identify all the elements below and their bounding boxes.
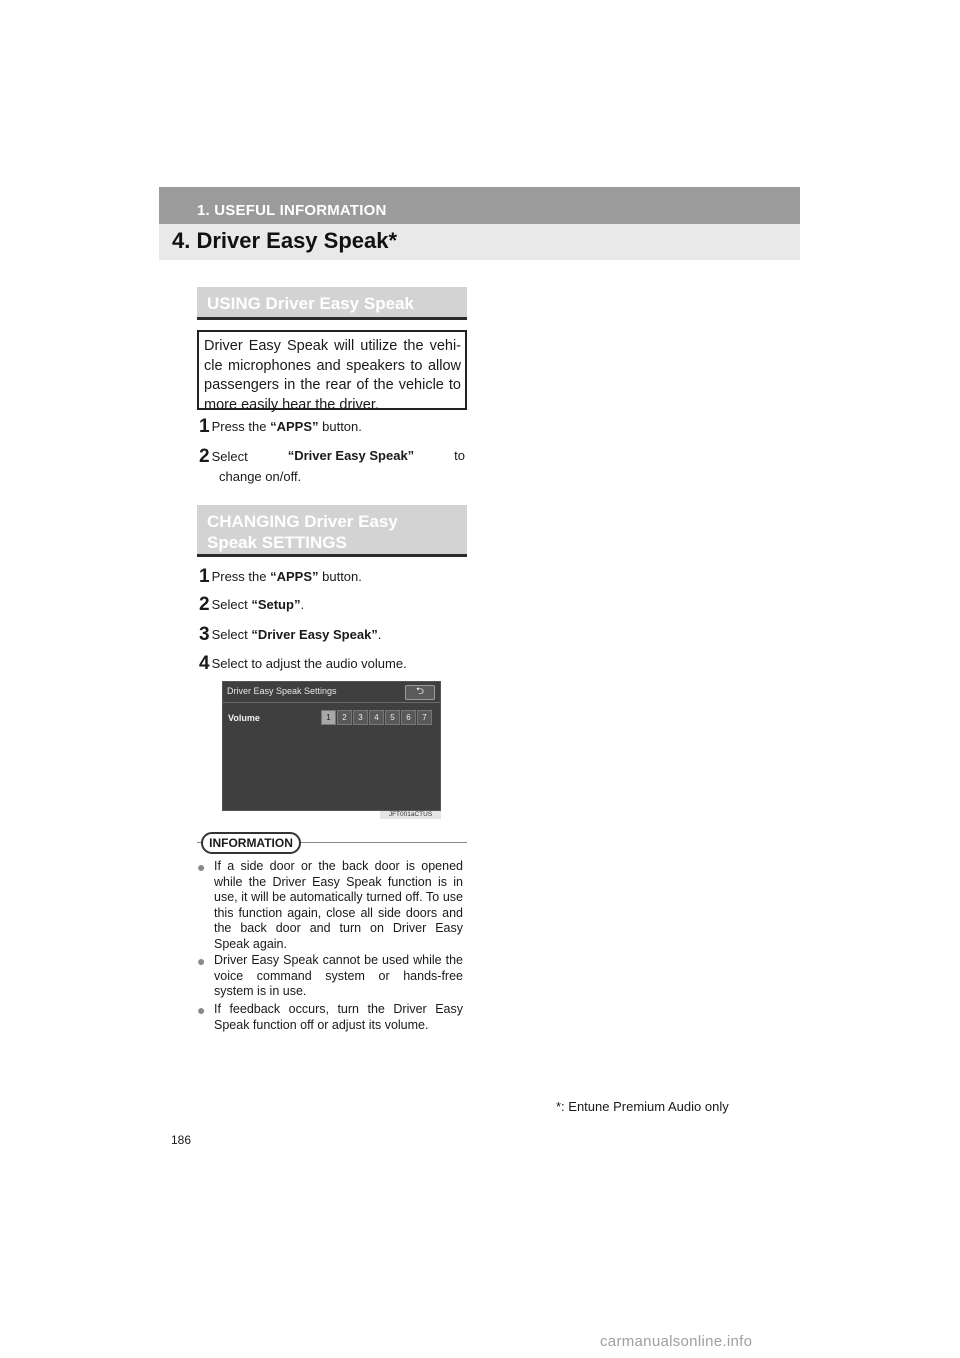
page-title: 4. Driver Easy Speak* <box>172 228 398 253</box>
step-number: 4 <box>199 653 210 674</box>
volume-level-button: 5 <box>385 710 400 725</box>
step-item: 4 Select to adjust the audio volume. <box>199 653 407 674</box>
bullet-icon: ● <box>197 953 206 969</box>
section-label: 1. USEFUL INFORMATION <box>197 202 387 219</box>
screen-divider <box>223 702 440 703</box>
info-item: ● If feedback occurs, turn the Driver Easy Speak function off or adjust its volume. <box>197 1002 463 1032</box>
step-item: 2 Select “Setup”. <box>199 594 305 615</box>
bullet-icon: ● <box>197 1002 206 1018</box>
info-item: ● Driver Easy Speak cannot be used while the voice command system or hands-free system is in use. <box>197 953 463 998</box>
information-badge: INFORMATION <box>201 832 301 854</box>
step-number: 1 <box>199 416 210 437</box>
volume-level-button: 4 <box>369 710 384 725</box>
settings-screen-image <box>222 681 441 811</box>
volume-level-button: 7 <box>417 710 432 725</box>
intro-text: Driver Easy Speak will utilize the vehi-cle microphones and speakers to allow passengers in the rear of the vehicle to more easily hear the driver. <box>197 330 467 410</box>
step-item: 2 Select “Driver Easy Speak” to change on/off. <box>199 446 465 487</box>
step-item: 3 Select “Driver Easy Speak”. <box>199 624 382 645</box>
step-number: 1 <box>199 566 210 587</box>
page-number: 186 <box>171 1133 192 1147</box>
step-number: 2 <box>199 594 210 615</box>
footnote: *: Entune Premium Audio only <box>556 1099 729 1114</box>
volume-level-button: 2 <box>337 710 352 725</box>
volume-level-button: 6 <box>401 710 416 725</box>
section-heading-using: USING Driver Easy Speak <box>197 287 467 320</box>
step-item: 1 Press the “APPS” button. <box>199 566 362 587</box>
info-item: ● If a side door or the back door is opened while the Driver Easy Speak function is in use, it will be automatically turned off. To use this function again, close all side doors and the back door and turn on Driver Easy Speak again. <box>197 859 463 951</box>
step-number: 3 <box>199 624 210 645</box>
step-continuation: change on/off. <box>219 469 302 484</box>
step-number: 2 <box>199 446 210 467</box>
step-tail: to <box>454 448 465 463</box>
watermark-link[interactable]: carmanualsonline.info <box>600 1333 753 1350</box>
back-icon: ⮌ <box>405 685 435 700</box>
volume-selector <box>321 710 432 725</box>
volume-level-button: 1 <box>321 710 336 725</box>
screen-title: Driver Easy Speak Settings <box>227 686 337 696</box>
bullet-icon: ● <box>197 859 206 875</box>
volume-level-button: 3 <box>353 710 368 725</box>
section-heading-changing: CHANGING Driver Easy Speak SETTINGS <box>197 505 467 557</box>
image-code: JFT001aCTUS <box>380 811 441 819</box>
step-item: 1 Press the “APPS” button. <box>199 416 362 437</box>
volume-label: Volume <box>228 713 260 723</box>
